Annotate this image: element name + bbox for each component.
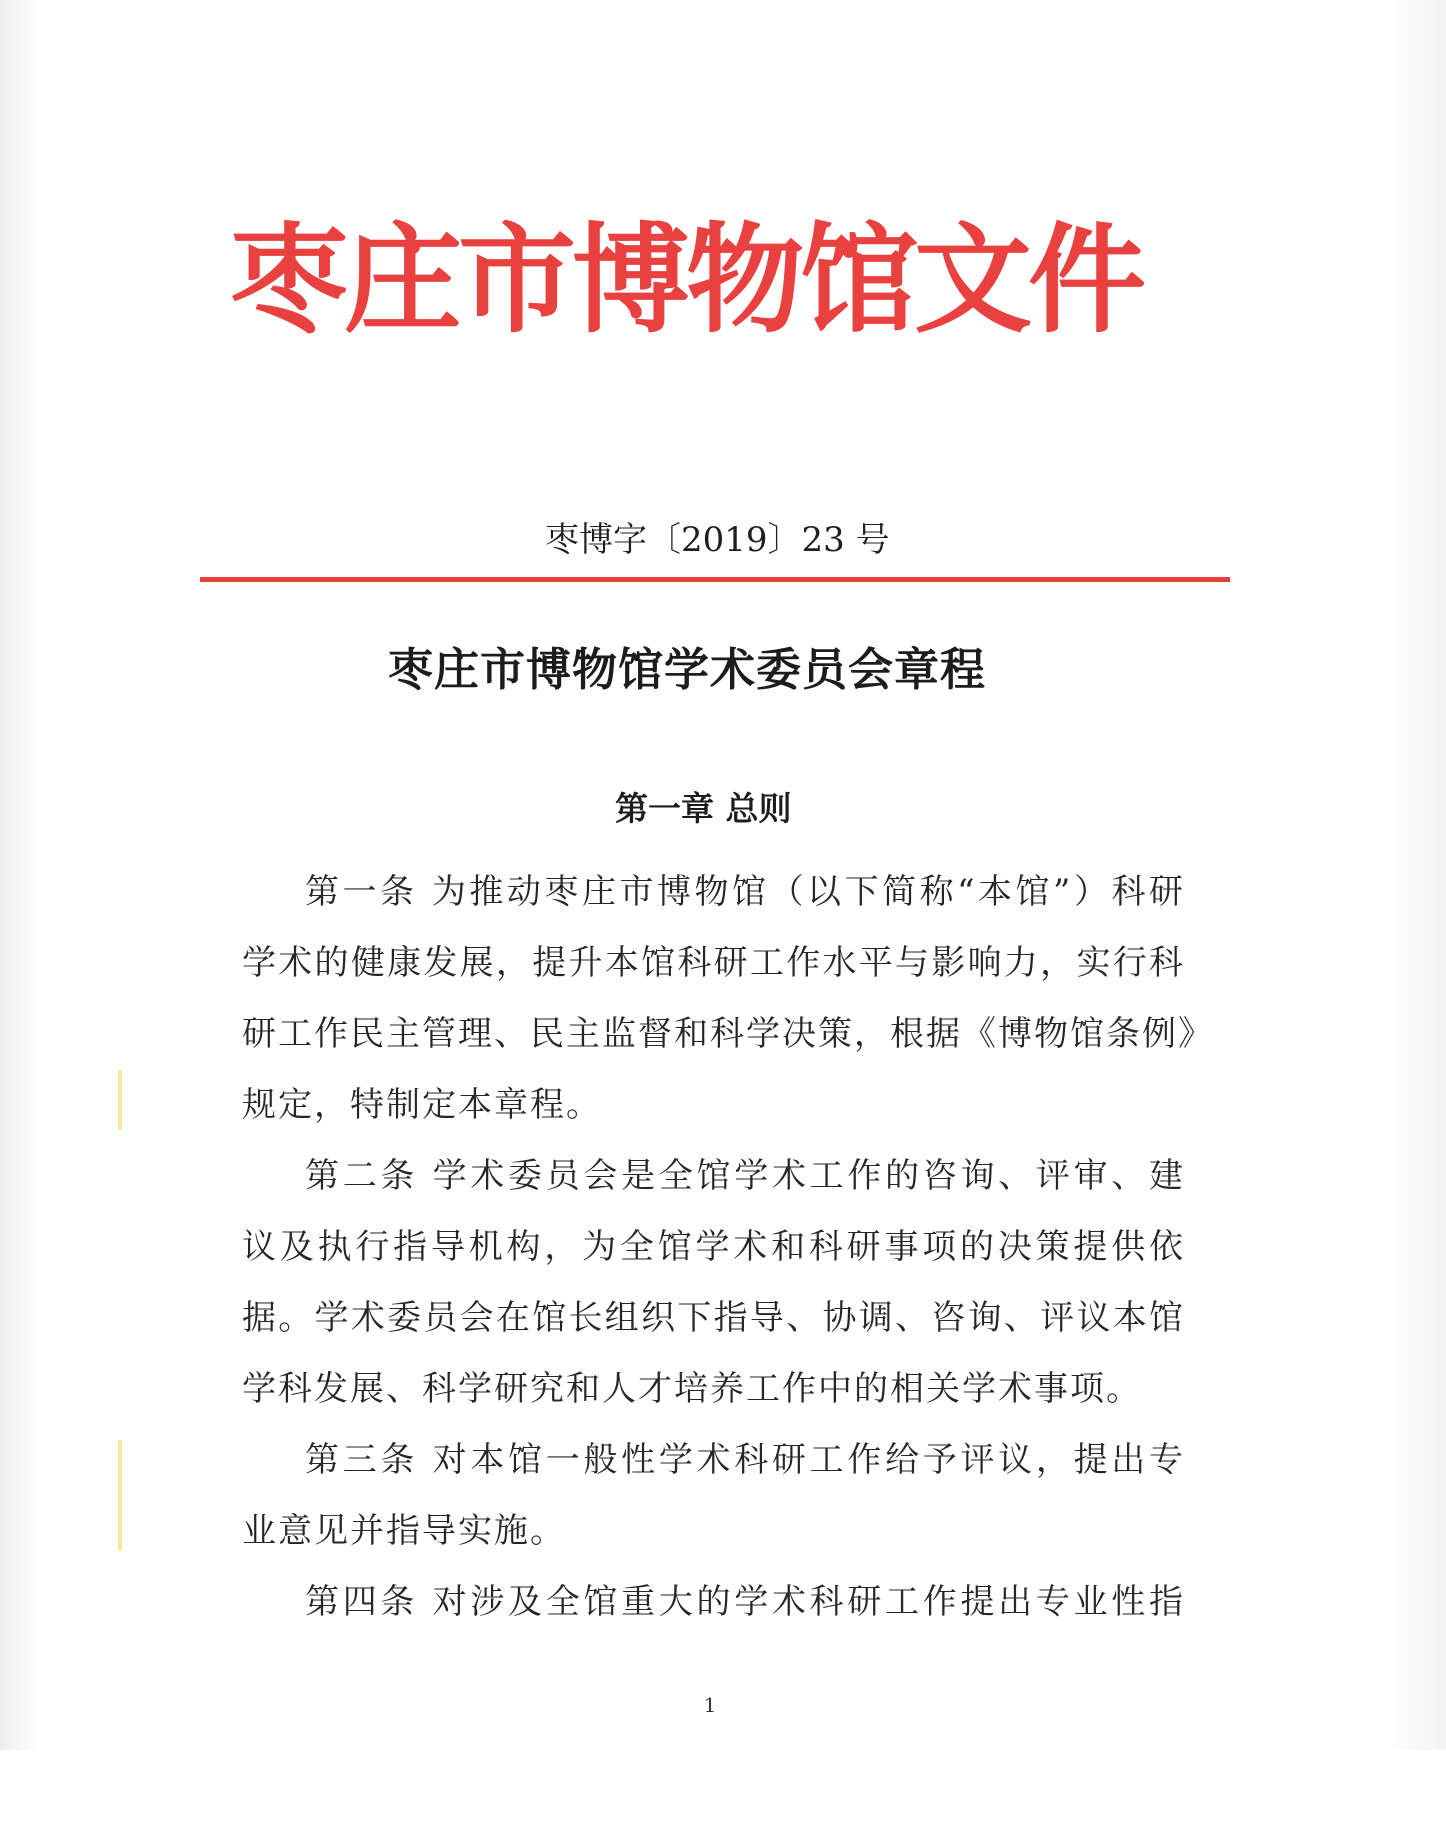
article-1-line-2: 学术的健康发展，提升本馆科研工作水平与影响力，实行科 [242,943,1185,983]
letterhead-title: 枣庄市博物馆文件 [230,211,1143,349]
article-2-line-1: 第二条 学术委员会是全馆学术工作的咨询、评审、建 [305,1156,1185,1196]
scan-left-shade [0,0,40,1750]
scan-right-shade [1386,0,1446,1750]
highlighter-mark [118,1440,122,1550]
chapter-heading: 第一章 总则 [615,789,792,828]
page-number: 1 [703,1693,717,1717]
article-2-line-2: 议及执行指导机构，为全馆学术和科研事项的决策提供依 [242,1227,1185,1267]
article-4-line-1: 第四条 对涉及全馆重大的学术科研工作提出专业性指 [305,1582,1185,1622]
highlighter-mark [118,1070,122,1130]
article-2-line-3: 据。学术委员会在馆长组织下指导、协调、咨询、评议本馆 [242,1298,1185,1338]
article-3-line-1: 第三条 对本馆一般性学术科研工作给予评议，提出专 [305,1440,1185,1480]
article-2-line-4: 学科发展、科学研究和人才培养工作中的相关学术事项。 [242,1369,1142,1409]
article-1-line-1: 第一条 为推动枣庄市博物馆（以下简称“本馆”）科研 [305,872,1185,912]
red-separator-rule [200,577,1230,582]
article-1-line-3: 研工作民主管理、民主监督和科学决策，根据《博物馆条例》 [242,1014,1214,1054]
article-3-line-2: 业意见并指导实施。 [242,1511,566,1551]
article-1-line-4: 规定，特制定本章程。 [242,1085,602,1125]
document-number: 枣博字〔2019〕23 号 [545,520,890,560]
document-title: 枣庄市博物馆学术委员会章程 [388,643,987,696]
